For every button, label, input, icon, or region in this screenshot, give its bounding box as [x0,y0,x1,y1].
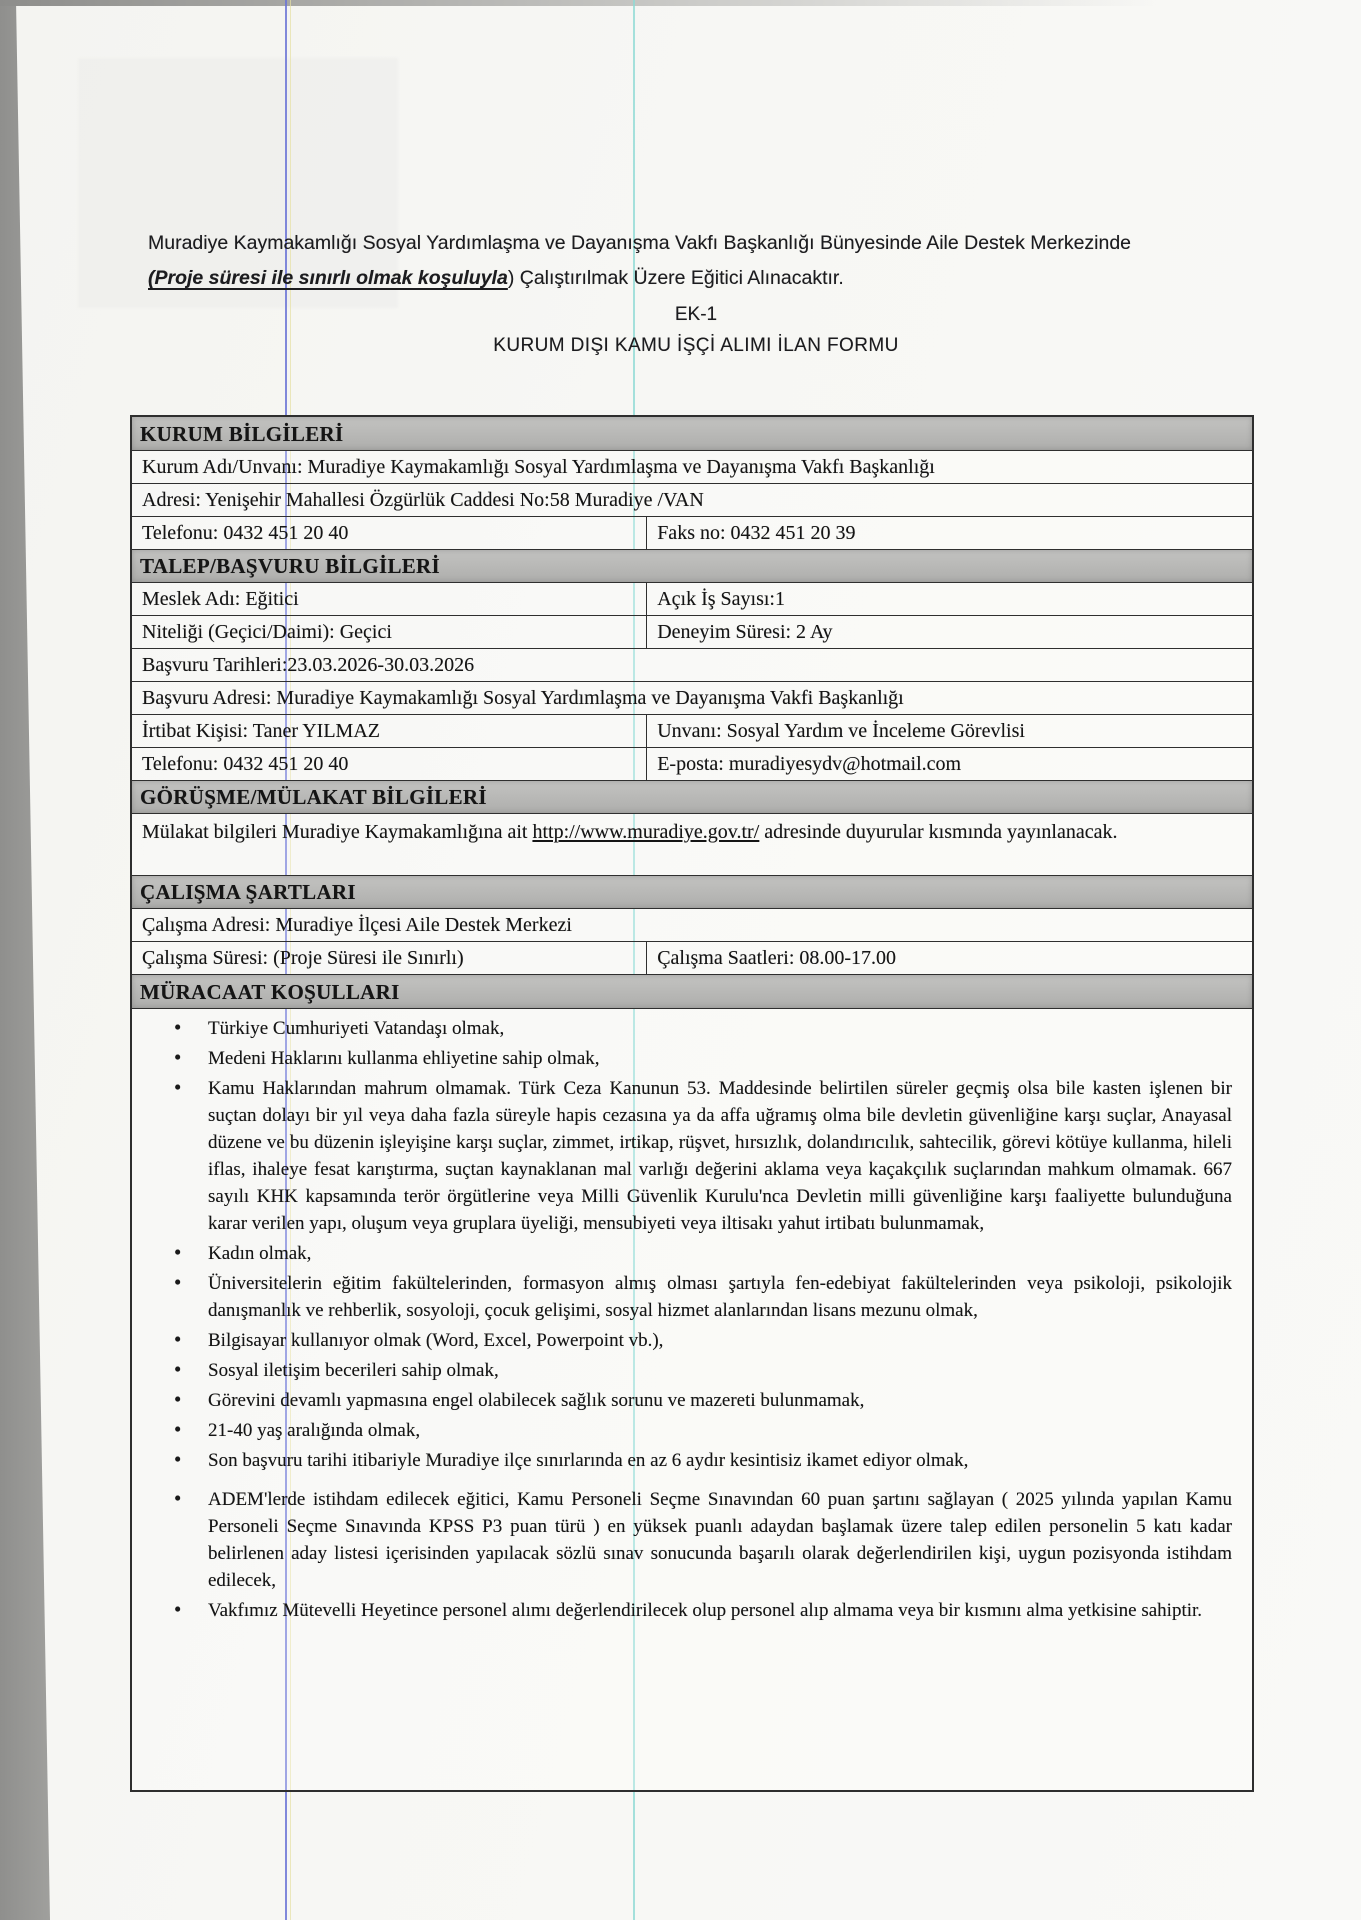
field-kurum-adi: Kurum Adı/Unvanı: Muradiye Kaymakamlığı Sosyal Yardımlaşma ve Dayanışma Vakfı Başkanlığı [132,450,1252,483]
section-header-talep-basvuru: TALEP/BAŞVURU BİLGİLERİ [132,549,1252,582]
document-header [148,230,1244,359]
field-calisma-suresi: Çalışma Süresi: (Proje Süresi ile Sınırlı) [132,942,647,974]
requirement-item: • Medeni Haklarını kullanma ehliyetine sahip olmak, [132,1045,1238,1072]
field-irtibat-kisisi: İrtibat Kişisi: Taner YILMAZ [132,715,647,747]
row-irtibat-unvan [132,714,1252,747]
scan-top-edge [0,0,1361,6]
field-acik-is-sayisi: Açık İş Sayısı:1 [657,588,785,610]
field-adresi: Adresi: Yenişehir Mahallesi Özgürlük Caddesi No:58 Muradiye /VAN [132,483,1252,516]
field-mulakat-bilgileri [132,813,1252,875]
section-header-gorusme-mulakat: GÖRÜŞME/MÜLAKAT BİLGİLERİ [132,780,1252,813]
requirement-item: • Görevini devamlı yapmasına engel olabilecek sağlık sorunu ve mazereti bulunmamak, [132,1387,1238,1414]
section-header-calisma-sartlari: ÇALIŞMA ŞARTLARI [132,875,1252,908]
field-niteligi: Niteliği (Geçici/Daimi): Geçici [132,616,647,648]
field-calisma-adresi: Çalışma Adresi: Muradiye İlçesi Aile Destek Merkezi [132,908,1252,941]
field-telefonu-2: Telefonu: 0432 451 20 40 [132,748,647,780]
requirement-item: • Bilgisayar kullanıyor olmak (Word, Excel, Powerpoint vb.), [132,1327,1238,1354]
requirement-item: • Kadın olmak, [132,1240,1238,1267]
row-sure-saat [132,941,1252,974]
requirement-item: • Kamu Haklarından mahrum olmamak. Türk Ceza Kanunun 53. Maddesinde belirtilen süreler geçmiş olsa bile kasten işlenen bir suçtan dolayı bir yıl veya daha fazla süreyle hapis cezasına ya da affa uğramış olma bile devletin güvenliğine karşı suçlar, Anayasal düzene ve bu düzenin işleyişine karşı suçlar, zimmet, irtikap, rüşvet, hırsızlık, dolandırıcılık, sahtecilik, görevi kötüye kullanma, hileli iflas, ihaleye fesat karıştırma, suçtan kaynaklanan mal varlığı değerini aklama veya kaçakçılık suçlarından mahkum olmamak. 667 sayılı KHK kapsamında terör örgütlerine veya Milli Güvenlik Kurulu'nca Devletin milli güvenliğine karşı faaliyette bulunduğuna karar verilen yapı, oluşum veya gruplara üyeliği, mensubiyeti veya iltisakı yahut irtibatı bulunmamak, [132,1075,1238,1237]
requirement-item: • Türkiye Cumhuriyeti Vatandaşı olmak, [132,1015,1238,1042]
requirement-item: • Vakfımız Mütevelli Heyetince personel alımı değerlendirilecek olup personel alıp almama veya bir kısmını alma yetkisine sahiptir. [132,1597,1238,1624]
row-nitelik-deneyim [132,615,1252,648]
mulakat-text-after: adresinde duyurular kısmında yayınlanacak. [759,821,1118,843]
field-telefonu: Telefonu: 0432 451 20 40 [132,517,647,549]
field-calisma-saatleri: Çalışma Saatleri: 08.00-17.00 [657,947,897,969]
requirements-list [132,1015,1238,1624]
page-title-line1: Muradiye Kaymakamlığı Sosyal Yardımlaşma ve Dayanışma Vakfı Başkanlığı Bünyesinde Aile Destek Merkezinde [148,232,1132,254]
row-telefon-faks [132,516,1252,549]
field-basvuru-adresi: Başvuru Adresi: Muradiye Kaymakamlığı Sosyal Yardımlaşma ve Dayanışma Vakfi Başkanlığı [132,681,1252,714]
form-table [130,415,1254,1792]
requirement-item: • 21-40 yaş aralığında olmak, [132,1417,1238,1444]
row-meslek-acikis [132,582,1252,615]
requirement-item: • Üniversitelerin eğitim fakültelerinden, formasyon almış olması şartıyla fen-edebiyat fakültelerinden veya psikoloji, psikolojik danışmanlık ve rehberlik, sosyoloji, çocuk gelişimi, sosyal hizmet alanlarından lisans mezunu olmak, [132,1270,1238,1324]
field-unvani: Unvanı: Sosyal Yardım ve İnceleme Görevlisi [657,720,1025,742]
requirement-item: • ADEM'lerde istihdam edilecek eğitici, Kamu Personeli Seçme Sınavından 60 puan şartını sağlayan ( 2025 yılında yapılan Kamu Personeli Seçme Sınavında KPSS P3 puan türü ) en yüksek puanlı adaydan başlamak üzere talep edilen personelin 5 katı kadar belirlenen aday listesi içerisinden yapılacak sözlü sınav sonucunda başarılı olarak değerlendirilen kişi, uygun pozisyonda istihdam edilecek, [132,1486,1238,1594]
requirements-section [132,1008,1252,1790]
form-title: KURUM DIŞI KAMU İŞÇİ ALIMI İLAN FORMU [493,335,899,356]
field-meslek-adi: Meslek Adı: Eğitici [132,583,647,615]
requirement-item: • Son başvuru tarihi itibariyle Muradiye ilçe sınırlarında en az 6 aydır kesintisiz ikamet ediyor olmak, [132,1447,1238,1474]
requirement-item: • Sosyal iletişim becerileri sahip olmak, [132,1357,1238,1384]
field-faks: Faks no: 0432 451 20 39 [657,522,856,544]
closing-paren: ) [507,267,515,289]
section-header-kurum-bilgileri: KURUM BİLGİLERİ [132,417,1252,450]
muradiye-gov-link[interactable]: http://www.muradiye.gov.tr/ [532,821,760,843]
section-header-muracaat-kosullari: MÜRACAAT KOŞULLARI [132,974,1252,1008]
scan-left-edge [0,0,60,1920]
row-telefon-eposta [132,747,1252,780]
project-condition-text: (Proje süresi ile sınırlı olmak koşuluyla [148,267,508,289]
mulakat-text-before: Mülakat bilgileri Muradiye Kaymakamlığına ait [142,821,533,843]
field-basvuru-tarihleri: Başvuru Tarihleri:23.03.2026-30.03.2026 [132,648,1252,681]
ek-label: EK-1 [674,304,718,325]
page-title-line2 [148,265,1244,291]
field-eposta: E-posta: muradiyesydv@hotmail.com [657,753,962,775]
page-title-rest: Çalıştırılmak Üzere Eğitici Alınacaktır. [514,267,844,289]
field-deneyim-suresi: Deneyim Süresi: 2 Ay [657,621,833,643]
